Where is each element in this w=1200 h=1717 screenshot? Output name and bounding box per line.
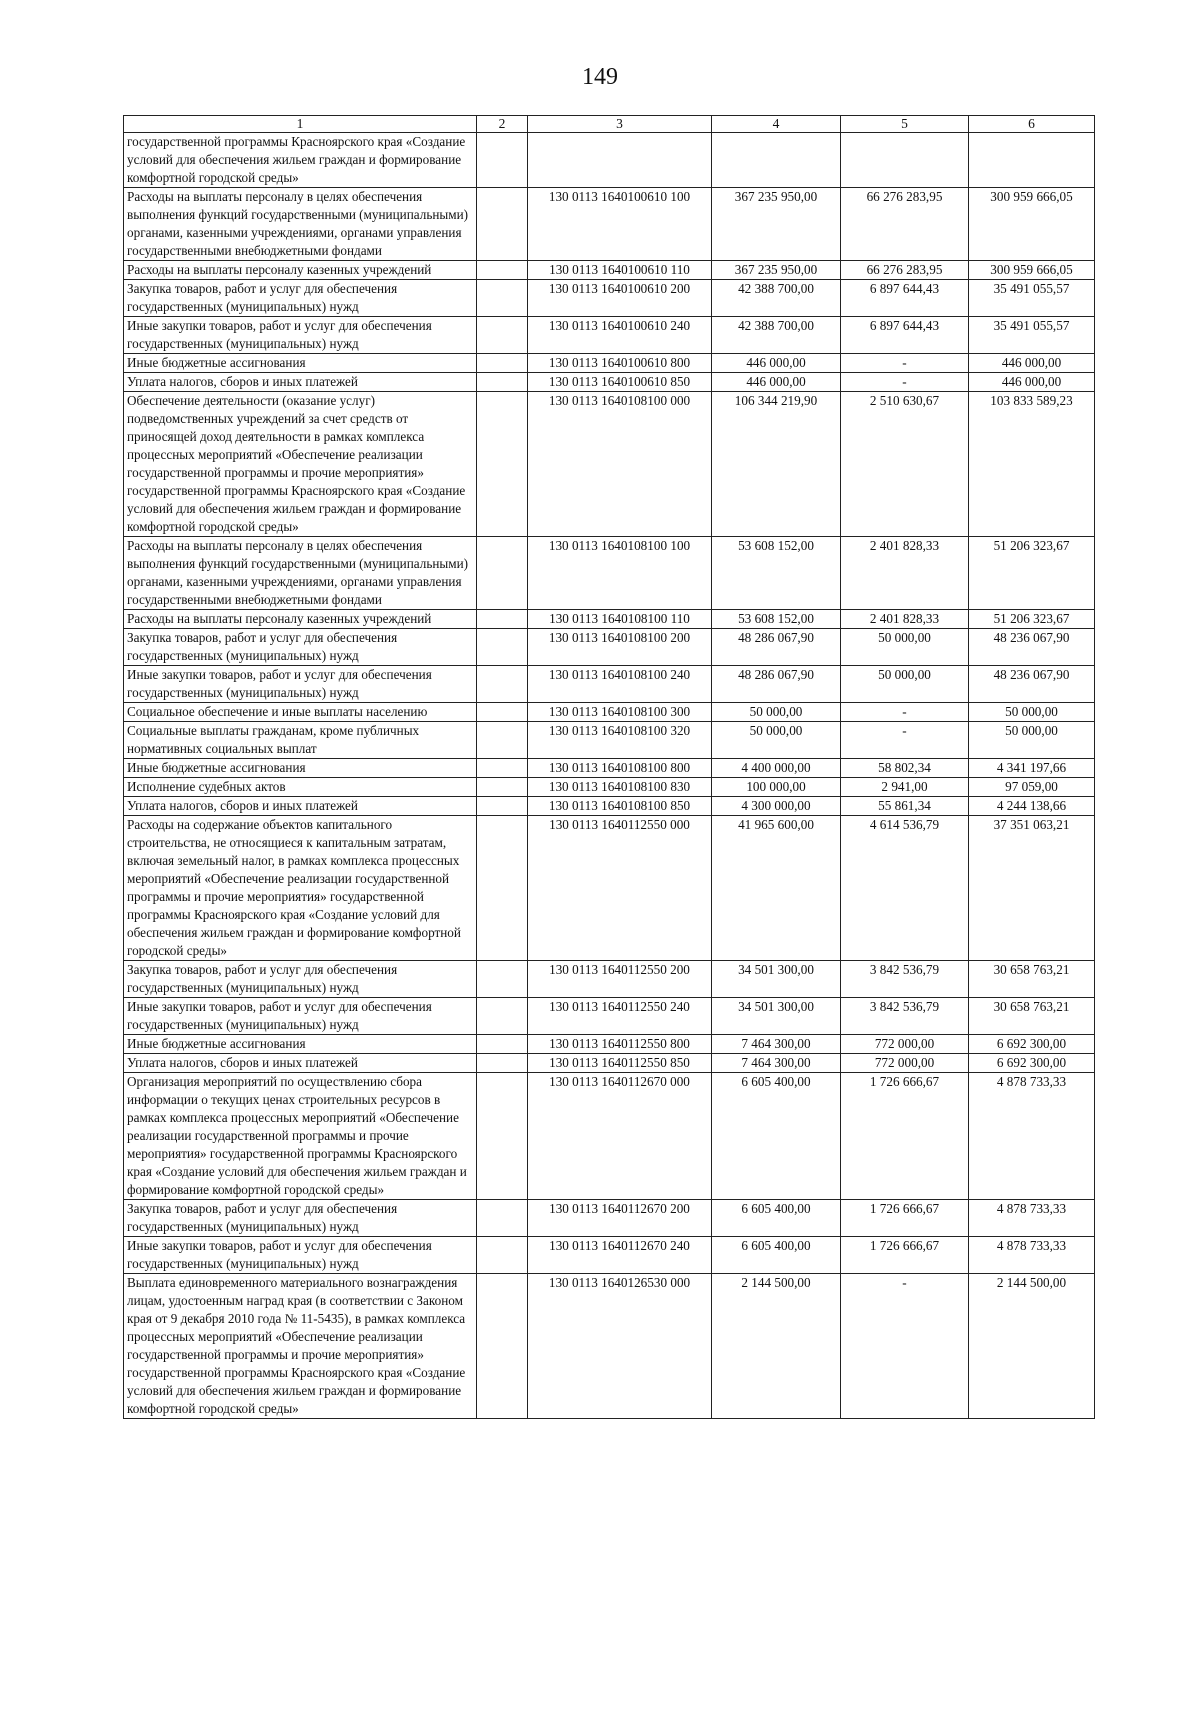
row-col2-cell <box>477 317 528 354</box>
row-rest-cell <box>969 133 1095 188</box>
row-name-cell: Уплата налогов, сборов и иных платежей <box>124 1054 477 1073</box>
column-header: 1 <box>124 116 477 133</box>
row-code-cell: 130 0113 1640112550 000 <box>528 816 712 961</box>
column-header: 6 <box>969 116 1095 133</box>
row-col2-cell <box>477 797 528 816</box>
row-name-cell: Расходы на выплаты персоналу в целях обеспечения выполнения функций государственными (муниципальными) органами, казенными учреждениями, органами управления государственными внебюджетными фондами <box>124 188 477 261</box>
table-row <box>124 537 1095 610</box>
row-col2-cell <box>477 778 528 797</box>
row-col2-cell <box>477 666 528 703</box>
row-rest-cell: 6 692 300,00 <box>969 1054 1095 1073</box>
row-col2-cell <box>477 1073 528 1200</box>
table-row <box>124 722 1095 759</box>
row-plan-cell: 53 608 152,00 <box>712 537 841 610</box>
row-col2-cell <box>477 373 528 392</box>
row-name-cell: Закупка товаров, работ и услуг для обеспечения государственных (муниципальных) нужд <box>124 1200 477 1237</box>
row-col2-cell <box>477 133 528 188</box>
row-plan-cell: 4 400 000,00 <box>712 759 841 778</box>
row-code-cell: 130 0113 1640112670 200 <box>528 1200 712 1237</box>
row-name-cell: Выплата единовременного материального вознаграждения лицам, удостоенным наград края (в соответствии с Законом края от 9 декабря 2010 года № 11-5435), в рамках комплекса процессных мероприятий «Обеспечение реализации государственной программы и прочие мероприятия» государственной программы Красноярского края «Создание условий для обеспечения жильем граждан и формирование комфортной городской среды» <box>124 1274 477 1419</box>
row-exec-cell: 772 000,00 <box>841 1035 969 1054</box>
row-name-cell: Иные закупки товаров, работ и услуг для обеспечения государственных (муниципальных) нужд <box>124 998 477 1035</box>
table-row <box>124 816 1095 961</box>
row-plan-cell: 367 235 950,00 <box>712 261 841 280</box>
row-name-cell: Организация мероприятий по осуществлению сбора информации о текущих ценах строительных ресурсов в рамках комплекса процессных мероприятий «Обеспечение реализации государственной программы и прочие мероприятия» государственной программы Красноярского края «Создание условий для обеспечения жильем граждан и формирование комфортной городской среды» <box>124 1073 477 1200</box>
table-body <box>124 133 1095 1419</box>
row-exec-cell: - <box>841 354 969 373</box>
row-plan-cell: 100 000,00 <box>712 778 841 797</box>
row-exec-cell: 1 726 666,67 <box>841 1200 969 1237</box>
row-name-cell: Исполнение судебных актов <box>124 778 477 797</box>
row-plan-cell: 7 464 300,00 <box>712 1035 841 1054</box>
row-col2-cell <box>477 261 528 280</box>
row-plan-cell <box>712 133 841 188</box>
row-col2-cell <box>477 816 528 961</box>
row-rest-cell: 103 833 589,23 <box>969 392 1095 537</box>
row-rest-cell: 35 491 055,57 <box>969 317 1095 354</box>
table-row <box>124 998 1095 1035</box>
page-number: 149 <box>582 64 618 90</box>
row-name-cell: Закупка товаров, работ и услуг для обеспечения государственных (муниципальных) нужд <box>124 629 477 666</box>
table-header-row <box>124 116 1095 133</box>
row-col2-cell <box>477 1274 528 1419</box>
row-col2-cell <box>477 188 528 261</box>
row-col2-cell <box>477 537 528 610</box>
column-header: 3 <box>528 116 712 133</box>
row-col2-cell <box>477 280 528 317</box>
row-rest-cell: 4 878 733,33 <box>969 1200 1095 1237</box>
table-row <box>124 610 1095 629</box>
row-exec-cell: 6 897 644,43 <box>841 280 969 317</box>
row-plan-cell: 41 965 600,00 <box>712 816 841 961</box>
row-col2-cell <box>477 354 528 373</box>
row-code-cell: 130 0113 1640100610 200 <box>528 280 712 317</box>
column-header: 4 <box>712 116 841 133</box>
table-row <box>124 797 1095 816</box>
row-code-cell: 130 0113 1640112550 200 <box>528 961 712 998</box>
row-plan-cell: 7 464 300,00 <box>712 1054 841 1073</box>
row-plan-cell: 446 000,00 <box>712 373 841 392</box>
row-rest-cell: 50 000,00 <box>969 703 1095 722</box>
row-exec-cell: - <box>841 703 969 722</box>
row-name-cell: Иные бюджетные ассигнования <box>124 354 477 373</box>
row-code-cell: 130 0113 1640100610 850 <box>528 373 712 392</box>
row-plan-cell: 53 608 152,00 <box>712 610 841 629</box>
row-code-cell: 130 0113 1640108100 850 <box>528 797 712 816</box>
table-row <box>124 280 1095 317</box>
table-row <box>124 1073 1095 1200</box>
table-row <box>124 703 1095 722</box>
row-exec-cell: 4 614 536,79 <box>841 816 969 961</box>
row-plan-cell: 42 388 700,00 <box>712 317 841 354</box>
row-col2-cell <box>477 722 528 759</box>
row-rest-cell: 446 000,00 <box>969 354 1095 373</box>
row-rest-cell: 4 341 197,66 <box>969 759 1095 778</box>
table-row <box>124 778 1095 797</box>
row-exec-cell: 1 726 666,67 <box>841 1073 969 1200</box>
row-code-cell: 130 0113 1640108100 800 <box>528 759 712 778</box>
row-name-cell: Социальные выплаты гражданам, кроме публичных нормативных социальных выплат <box>124 722 477 759</box>
row-rest-cell: 35 491 055,57 <box>969 280 1095 317</box>
row-name-cell: Расходы на содержание объектов капитального строительства, не относящиеся к капитальным затратам, включая земельный налог, в рамках комплекса процессных мероприятий «Обеспечение реализации государственной программы и прочие мероприятия» государственной программы Красноярского края «Создание условий для обеспечения жильем граждан и формирование комфортной городской среды» <box>124 816 477 961</box>
table-row <box>124 1237 1095 1274</box>
row-rest-cell: 446 000,00 <box>969 373 1095 392</box>
row-col2-cell <box>477 1237 528 1274</box>
row-name-cell: Уплата налогов, сборов и иных платежей <box>124 797 477 816</box>
row-rest-cell: 300 959 666,05 <box>969 188 1095 261</box>
row-rest-cell: 2 144 500,00 <box>969 1274 1095 1419</box>
row-name-cell: Иные бюджетные ассигнования <box>124 759 477 778</box>
row-plan-cell: 42 388 700,00 <box>712 280 841 317</box>
table-row <box>124 1035 1095 1054</box>
row-rest-cell: 51 206 323,67 <box>969 610 1095 629</box>
row-rest-cell: 4 878 733,33 <box>969 1237 1095 1274</box>
row-name-cell: Уплата налогов, сборов и иных платежей <box>124 373 477 392</box>
row-name-cell: Иные бюджетные ассигнования <box>124 1035 477 1054</box>
row-plan-cell: 34 501 300,00 <box>712 961 841 998</box>
row-name-cell: Обеспечение деятельности (оказание услуг) подведомственных учреждений за счет средств от приносящей доход деятельности в рамках комплекса процессных мероприятий «Обеспечение реализации государственной программы и прочие мероприятия» государственной программы Красноярского края «Создание условий для обеспечения жильем граждан и формирование комфортной городской среды» <box>124 392 477 537</box>
row-name-cell: Закупка товаров, работ и услуг для обеспечения государственных (муниципальных) нужд <box>124 280 477 317</box>
row-code-cell: 130 0113 1640108100 300 <box>528 703 712 722</box>
row-exec-cell: 50 000,00 <box>841 629 969 666</box>
row-exec-cell: 58 802,34 <box>841 759 969 778</box>
row-rest-cell: 51 206 323,67 <box>969 537 1095 610</box>
row-code-cell: 130 0113 1640100610 800 <box>528 354 712 373</box>
row-exec-cell <box>841 133 969 188</box>
row-code-cell: 130 0113 1640108100 000 <box>528 392 712 537</box>
table-row <box>124 1274 1095 1419</box>
table-row <box>124 133 1095 188</box>
row-col2-cell <box>477 1200 528 1237</box>
table-row <box>124 1200 1095 1237</box>
table-row <box>124 354 1095 373</box>
table-row <box>124 629 1095 666</box>
row-code-cell: 130 0113 1640100610 240 <box>528 317 712 354</box>
row-exec-cell: 2 941,00 <box>841 778 969 797</box>
row-exec-cell: 1 726 666,67 <box>841 1237 969 1274</box>
row-rest-cell: 4 878 733,33 <box>969 1073 1095 1200</box>
row-name-cell: Социальное обеспечение и иные выплаты населению <box>124 703 477 722</box>
row-plan-cell: 6 605 400,00 <box>712 1237 841 1274</box>
row-rest-cell: 48 236 067,90 <box>969 666 1095 703</box>
row-exec-cell: 2 401 828,33 <box>841 537 969 610</box>
row-exec-cell: 2 510 630,67 <box>841 392 969 537</box>
row-plan-cell: 6 605 400,00 <box>712 1073 841 1200</box>
row-rest-cell: 30 658 763,21 <box>969 961 1095 998</box>
row-plan-cell: 446 000,00 <box>712 354 841 373</box>
row-code-cell: 130 0113 1640100610 100 <box>528 188 712 261</box>
row-name-cell: Расходы на выплаты персоналу казенных учреждений <box>124 261 477 280</box>
row-col2-cell <box>477 629 528 666</box>
row-plan-cell: 4 300 000,00 <box>712 797 841 816</box>
row-code-cell: 130 0113 1640112670 240 <box>528 1237 712 1274</box>
row-exec-cell: 3 842 536,79 <box>841 961 969 998</box>
table-row <box>124 666 1095 703</box>
row-code-cell: 130 0113 1640112550 800 <box>528 1035 712 1054</box>
row-col2-cell <box>477 1054 528 1073</box>
table-row <box>124 392 1095 537</box>
table-row <box>124 188 1095 261</box>
row-name-cell: Расходы на выплаты персоналу в целях обеспечения выполнения функций государственными (муниципальными) органами, казенными учреждениями, органами управления государственными внебюджетными фондами <box>124 537 477 610</box>
row-plan-cell: 106 344 219,90 <box>712 392 841 537</box>
row-rest-cell: 6 692 300,00 <box>969 1035 1095 1054</box>
row-code-cell: 130 0113 1640108100 100 <box>528 537 712 610</box>
row-plan-cell: 367 235 950,00 <box>712 188 841 261</box>
row-plan-cell: 50 000,00 <box>712 703 841 722</box>
table-row <box>124 759 1095 778</box>
row-exec-cell: - <box>841 1274 969 1419</box>
row-rest-cell: 30 658 763,21 <box>969 998 1095 1035</box>
row-exec-cell: 50 000,00 <box>841 666 969 703</box>
row-col2-cell <box>477 998 528 1035</box>
row-plan-cell: 34 501 300,00 <box>712 998 841 1035</box>
table-row <box>124 317 1095 354</box>
row-exec-cell: 55 861,34 <box>841 797 969 816</box>
row-code-cell: 130 0113 1640108100 240 <box>528 666 712 703</box>
row-name-cell: Иные закупки товаров, работ и услуг для обеспечения государственных (муниципальных) нужд <box>124 1237 477 1274</box>
row-plan-cell: 48 286 067,90 <box>712 629 841 666</box>
row-code-cell: 130 0113 1640112670 000 <box>528 1073 712 1200</box>
row-name-cell: Расходы на выплаты персоналу казенных учреждений <box>124 610 477 629</box>
row-exec-cell: 66 276 283,95 <box>841 261 969 280</box>
row-exec-cell: 772 000,00 <box>841 1054 969 1073</box>
table-row <box>124 261 1095 280</box>
row-exec-cell: 3 842 536,79 <box>841 998 969 1035</box>
row-plan-cell: 50 000,00 <box>712 722 841 759</box>
row-plan-cell: 6 605 400,00 <box>712 1200 841 1237</box>
row-code-cell: 130 0113 1640100610 110 <box>528 261 712 280</box>
row-name-cell: Закупка товаров, работ и услуг для обеспечения государственных (муниципальных) нужд <box>124 961 477 998</box>
row-rest-cell: 50 000,00 <box>969 722 1095 759</box>
row-rest-cell: 37 351 063,21 <box>969 816 1095 961</box>
row-exec-cell: 66 276 283,95 <box>841 188 969 261</box>
row-col2-cell <box>477 610 528 629</box>
table-row <box>124 1054 1095 1073</box>
row-name-cell: Иные закупки товаров, работ и услуг для обеспечения государственных (муниципальных) нужд <box>124 666 477 703</box>
row-exec-cell: 6 897 644,43 <box>841 317 969 354</box>
row-rest-cell: 97 059,00 <box>969 778 1095 797</box>
row-col2-cell <box>477 961 528 998</box>
row-name-cell: Иные закупки товаров, работ и услуг для обеспечения государственных (муниципальных) нужд <box>124 317 477 354</box>
row-rest-cell: 48 236 067,90 <box>969 629 1095 666</box>
column-header: 5 <box>841 116 969 133</box>
row-code-cell: 130 0113 1640112550 850 <box>528 1054 712 1073</box>
row-code-cell: 130 0113 1640108100 830 <box>528 778 712 797</box>
row-code-cell: 130 0113 1640108100 110 <box>528 610 712 629</box>
row-plan-cell: 48 286 067,90 <box>712 666 841 703</box>
table-row <box>124 373 1095 392</box>
row-code-cell: 130 0113 1640126530 000 <box>528 1274 712 1419</box>
row-rest-cell: 4 244 138,66 <box>969 797 1095 816</box>
row-exec-cell: 2 401 828,33 <box>841 610 969 629</box>
row-col2-cell <box>477 759 528 778</box>
row-code-cell: 130 0113 1640108100 320 <box>528 722 712 759</box>
row-rest-cell: 300 959 666,05 <box>969 261 1095 280</box>
row-exec-cell: - <box>841 373 969 392</box>
row-code-cell <box>528 133 712 188</box>
row-col2-cell <box>477 1035 528 1054</box>
row-col2-cell <box>477 703 528 722</box>
row-col2-cell <box>477 392 528 537</box>
row-code-cell: 130 0113 1640112550 240 <box>528 998 712 1035</box>
table-row <box>124 961 1095 998</box>
row-plan-cell: 2 144 500,00 <box>712 1274 841 1419</box>
row-exec-cell: - <box>841 722 969 759</box>
column-header: 2 <box>477 116 528 133</box>
row-name-cell: государственной программы Красноярского края «Создание условий для обеспечения жильем граждан и формирование комфортной городской среды» <box>124 133 477 188</box>
budget-table <box>123 115 1095 1419</box>
row-code-cell: 130 0113 1640108100 200 <box>528 629 712 666</box>
